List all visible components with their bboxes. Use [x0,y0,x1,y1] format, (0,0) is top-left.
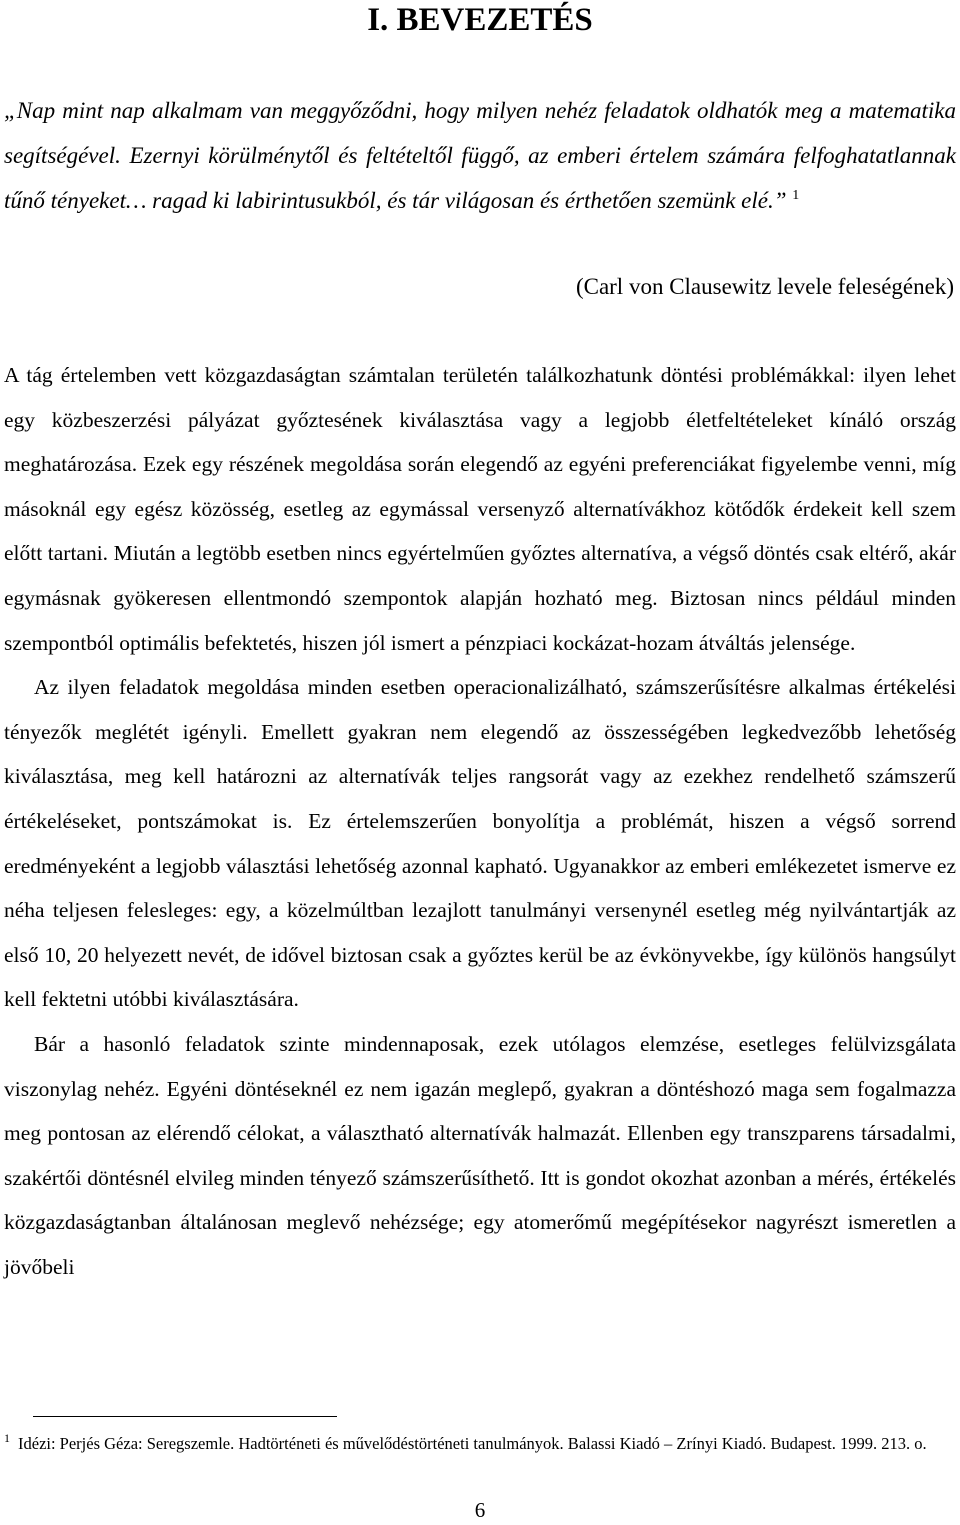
footnote-reference[interactable]: 1 [792,188,800,203]
paragraph: Az ilyen feladatok megoldása minden esetben operacionalizálható, számszerűsítésre alkalmas értékelési tényezők meglétét igényli. Emellett gyakran nem elegendő az összességében legkedvezőbb lehetőség kiválasztása, meg kell határozni az alternatívák teljes rangsorát vagy az ezekhez rendelhető számszerű értékeléseket, pontszámokat is. Ez értelemszerűen bonyolítja a problémát, hiszen a végső sorrend eredményeként a legjobb választási lehetőség azonnal kapható. Ugyanakkor az emberi emlékezetet ismerve ez néha teljesen felesleges: egy, a közelmúltban lezajlott tanulmányi versenynél esetleg még nyilvántartják az első 10, 20 helyezett nevét, de idővel biztosan csak a győztes kerül be az évkönyvekbe, így különös hangsúlyt kell fektetni utóbbi kiválasztására. [4,675,956,1012]
motto-text: „Nap mint nap alkalmam van meggyőződni, hogy milyen nehéz feladatok oldhatók meg a matematika segítségével. Ezernyi körülménytől és feltételtől függő, az emberi értelem számára felfoghatatlannak tűnő tényeket… ragad ki labirintusukból, és tár világosan és érthetően szemünk elé.” [4,98,956,213]
motto-quote [4,88,956,223]
page-number: 6 [474,1498,486,1522]
body-text [4,353,956,1289]
paragraph: Bár a hasonló feladatok szinte mindennaposak, ezek utólagos elemzése, esetleges felülvizsgálata viszonylag nehéz. Egyéni döntéseknél ez nem igazán meglepő, gyakran a döntéshozó maga sem fogalmazza meg pontosan az elérendő célokat, a választható alternatívák halmazát. Ellenben egy transzparens társadalmi, szakértői döntésnél elvileg minden tényező számszerűsíthető. Itt is gondot okozhat azonban a mérés, értékelés közgazdaságtanban általánosan meglevő nehézsége; egy atomerőmű megépítésekor nagyrészt ismeretlen a jövőbeli [4,1031,956,1279]
chapter-title: I. BEVEZETÉS [367,2,593,38]
footnote [4,1430,956,1457]
paragraph: A tág értelemben vett közgazdaságtan számtalan területén találkozhatunk döntési problémákkal: ilyen lehet egy közbeszerzési pályázat győztesének kiválasztása vagy a legjobb életfeltételeket kínáló ország meghatározása. Ezek egy részének megoldása során elegendő az egyéni preferenciákat figyelembe venni, míg másoknál egy egész közösség, esetleg az egymással versenyző alternatívákhoz kötődők érdekeit kell szem előtt tartani. Miután a legtöbb esetben nincs egyértelműen győztes alternatíva, a végső döntés csak eltérő, akár egymásnak gyökeresen ellentmondó szempontok alapján hozható meg. Biztosan nincs például minden szempontból optimális befektetés, hiszen jól ismert a pénzpiaci kockázat-hozam átváltás jelensége. [4,363,956,655]
motto-attribution: (Carl von Clausewitz levele feleségének) [575,274,954,299]
footnote-separator [33,1416,337,1417]
footnote-text: Idézi: Perjés Géza: Seregszemle. Hadtörténeti és művelődéstörténeti tanulmányok. Balassi Kiadó – Zrínyi Kiadó. Budapest. 1999. 213. o. [18,1434,927,1453]
footnote-number: 1 [4,1431,10,1445]
